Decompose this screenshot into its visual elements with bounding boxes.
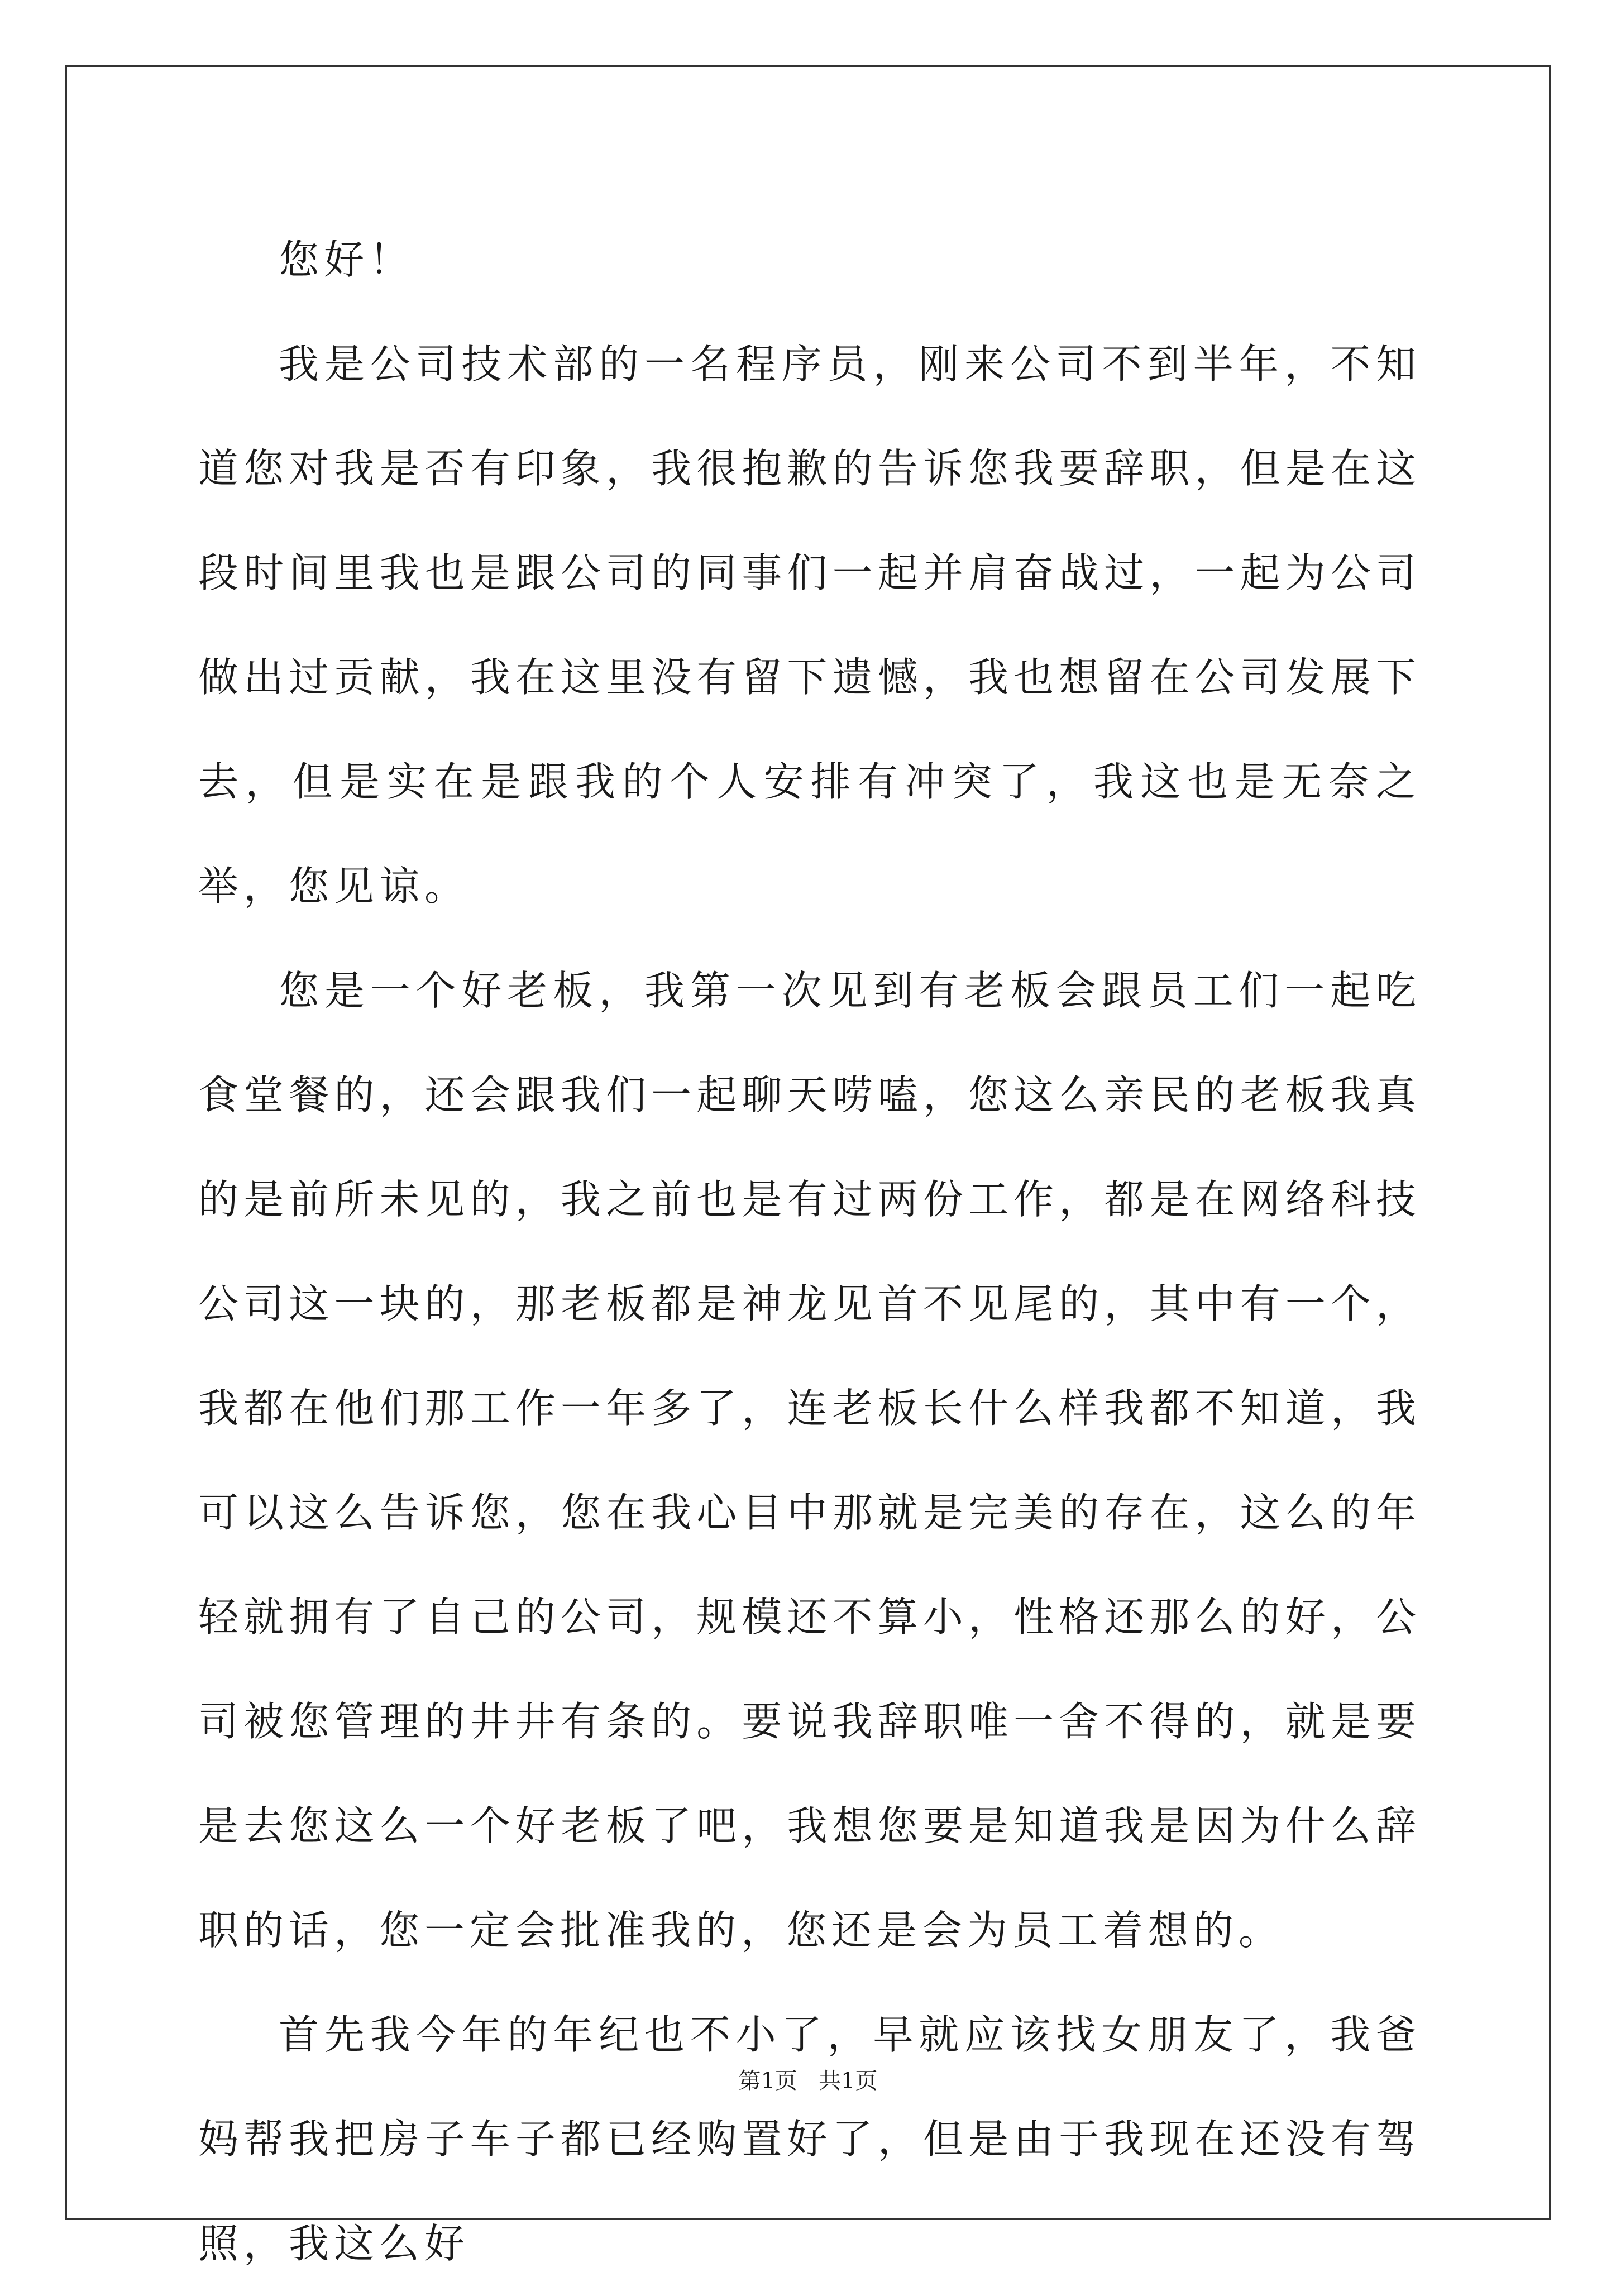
paragraph-1: 我是公司技术部的一名程序员，刚来公司不到半年，不知道您对我是否有印象，我很抱歉的告诉您我要辞职，但是在这段时间里我也是跟公司的同事们一起并肩奋战过，一起为公司做出过贡献，我在这里没有留下遗憾，我也想留在公司发展下去，但是实在是跟我的个人安排有冲突了，我这也是无奈之举，您见谅。 <box>198 341 1421 910</box>
paragraph-2: 您是一个好老板，我第一次见到有老板会跟员工们一起吃食堂餐的，还会跟我们一起聊天唠嗑，您这么亲民的老板我真的是前所未见的，我之前也是有过两份工作，都是在网络科技公司这一块的，那老板都是神龙见首不见尾的，其中有一个，我都在他们那工作一年多了，连老板长什么样我都不知道，我可以这么告诉您，您在我心目中那就是完美的存在，这么的年轻就拥有了自己的公司，规模还不算小，性格还那么的好，公司被您管理的井井有条的。要说我辞职唯一舍不得的，就是要是去您这么一个好老板了吧，我想您要是知道我是因为什么辞职的话，您一定会批准我的，您还是会为员工着想的。 <box>198 967 1421 1954</box>
letter-body <box>198 208 1421 2296</box>
paragraph-3: 首先我今年的年纪也不小了，早就应该找女朋友了，我爸妈帮我把房子车子都已经购置好了，但是由于我现在还没有驾照，我这么好 <box>198 2011 1421 2267</box>
salutation: 您好！ <box>279 236 415 283</box>
page-footer: 第1页 共1页 <box>738 2068 878 2094</box>
